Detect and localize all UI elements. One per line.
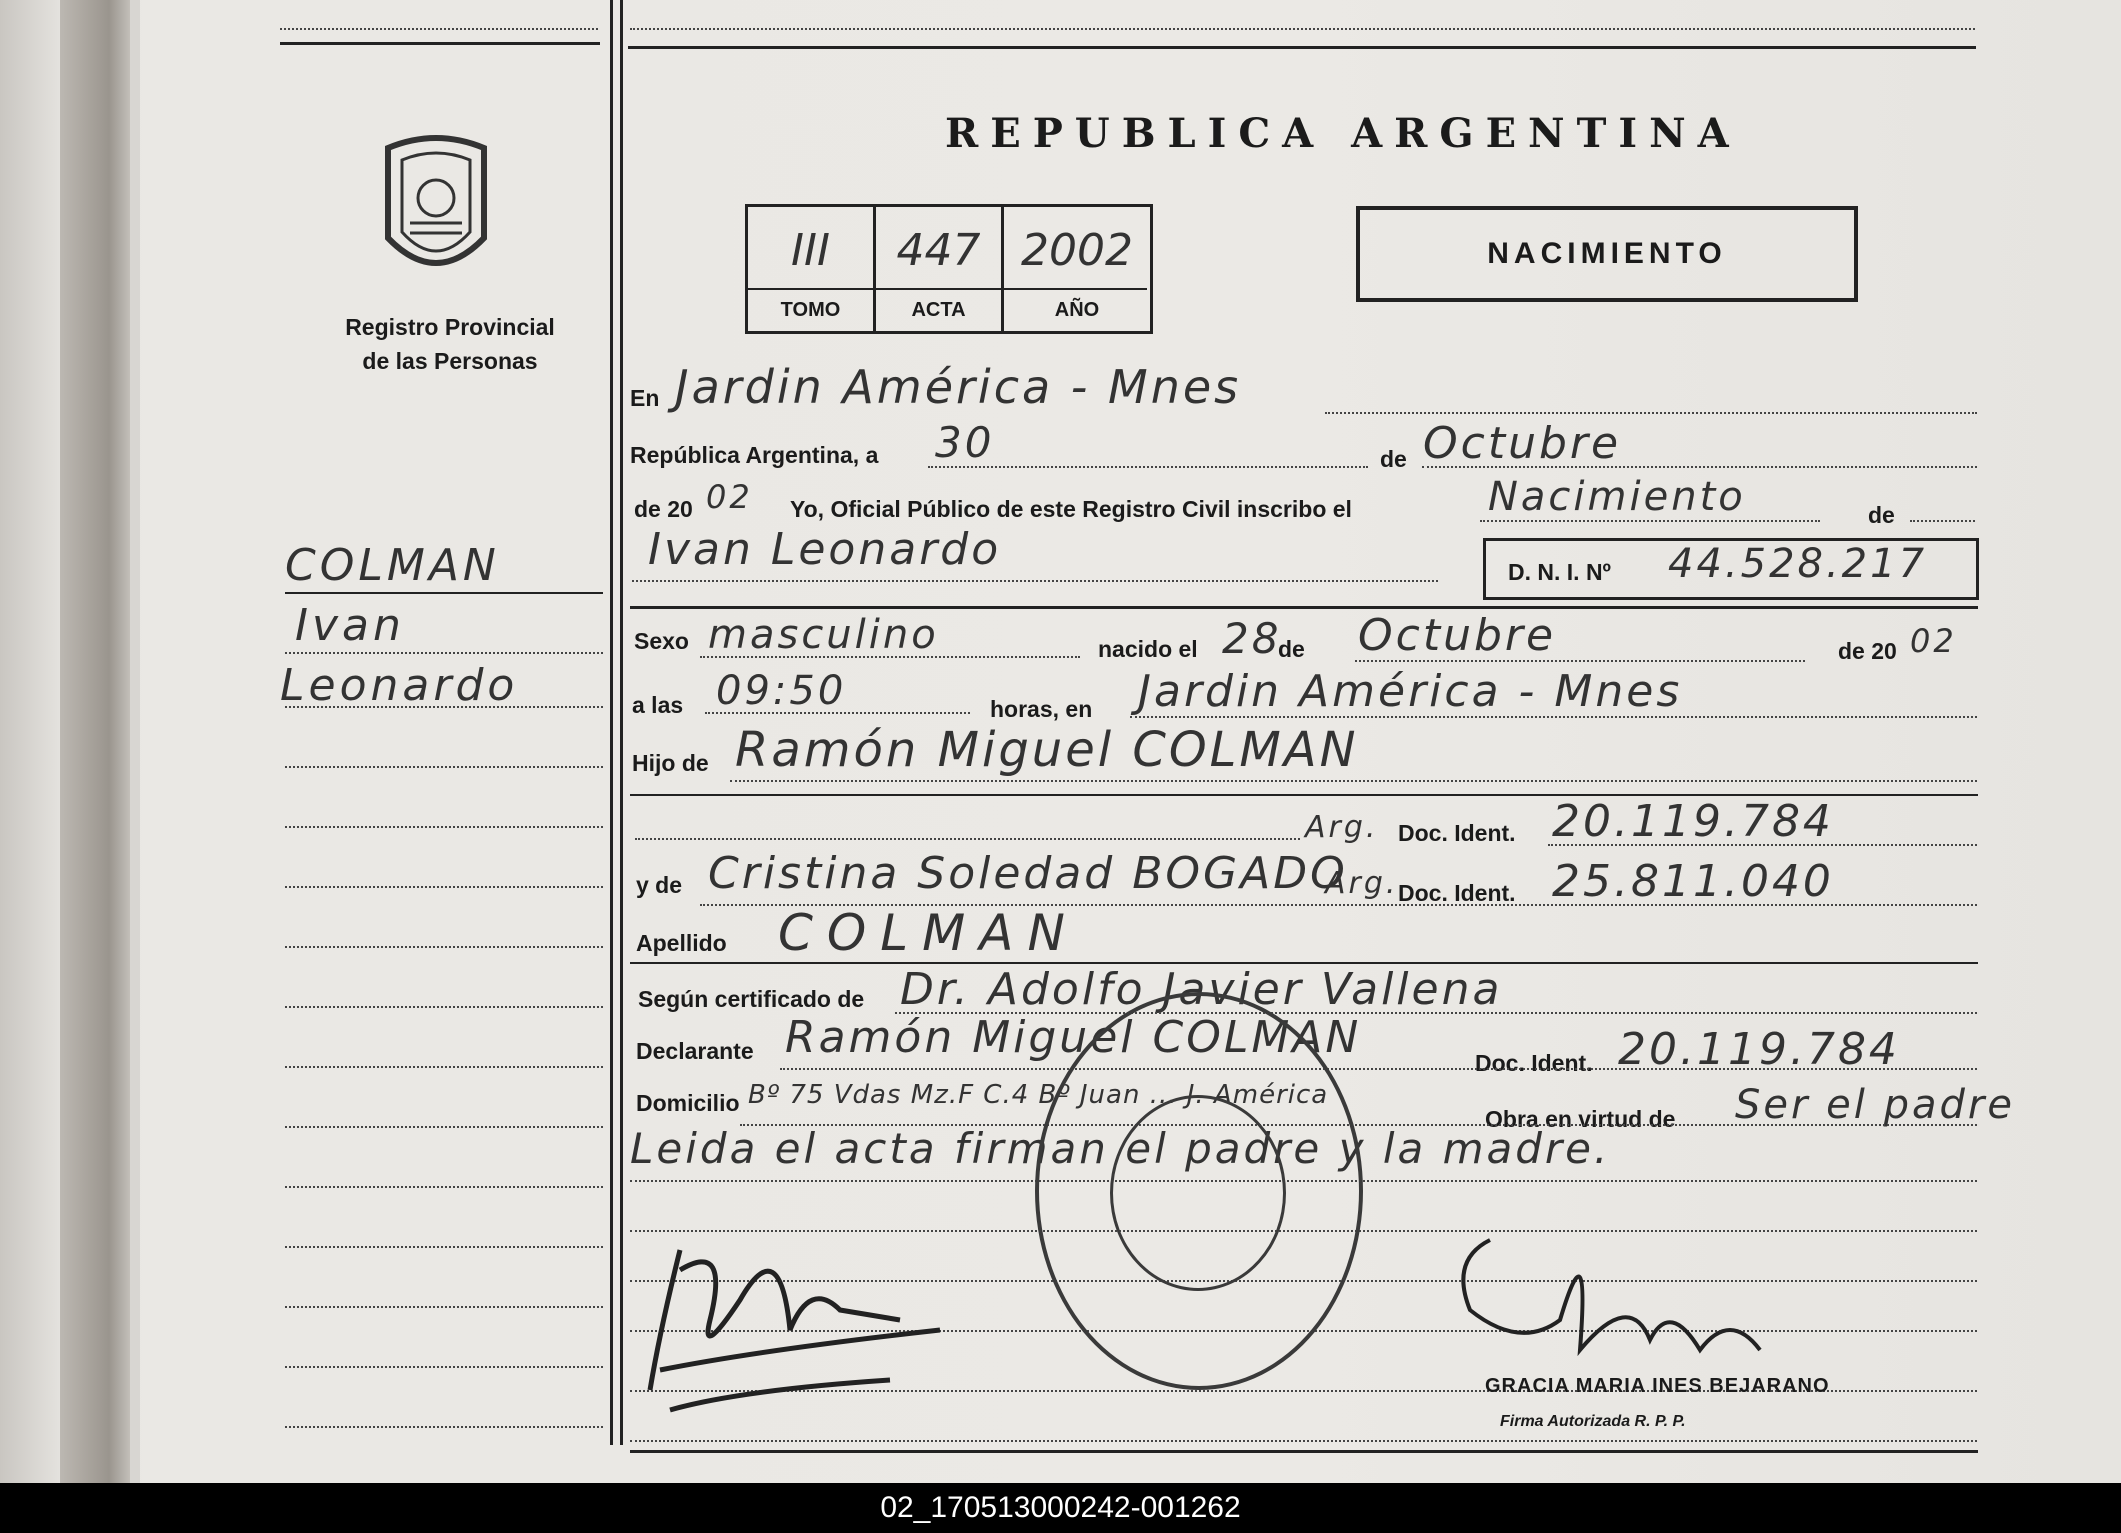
- person-name-line: [632, 580, 1438, 582]
- organization-line2: de las Personas: [362, 348, 538, 374]
- declarante-value: Ramón Miguel COLMAN: [785, 1012, 1362, 1063]
- section-rule: [630, 606, 1978, 609]
- person-name: Ivan Leonardo: [648, 524, 1002, 575]
- tomo-value: III: [791, 225, 830, 276]
- nacido-label: nacido el: [1098, 636, 1198, 662]
- month-line: [1422, 466, 1977, 468]
- ano-cell: [1004, 207, 1150, 331]
- place-line: [1325, 412, 1977, 414]
- registry-box: [745, 204, 1153, 334]
- margin-line: [285, 946, 603, 948]
- registrar-signature-icon: [1430, 1200, 1810, 1380]
- margin-line: [285, 1366, 603, 1368]
- horas-label: horas, en: [990, 696, 1093, 722]
- margin-line: [285, 766, 603, 768]
- country-title: REPUBLICA ARGENTINA: [945, 110, 1741, 157]
- hijo-label: Hijo de: [632, 750, 709, 776]
- obra-label: Obra en virtud de: [1485, 1106, 1676, 1132]
- tomo-label: TOMO: [780, 299, 841, 321]
- de20-label-2: de 20: [1838, 638, 1897, 664]
- margin-name-1: Ivan: [295, 600, 405, 651]
- inscribo-value: Nacimiento: [1488, 474, 1746, 520]
- republica-label: República Argentina, a: [630, 442, 879, 468]
- margin-line: [285, 1126, 603, 1128]
- note-line: Leida el acta firman el padre y la madre.: [630, 1124, 1611, 1173]
- tomo-cell: [748, 207, 876, 331]
- registry-divider: [745, 288, 1147, 290]
- inscribo-label: Yo, Oficial Público de este Registro Civil inscribo el: [790, 496, 1352, 522]
- father-doc-line: [1548, 844, 1977, 846]
- margin-line: [285, 1426, 603, 1428]
- day-line: [928, 466, 1368, 468]
- de-label-2: de: [1868, 502, 1895, 528]
- margin-line: [285, 706, 603, 708]
- day-value: 30: [935, 418, 995, 467]
- dni-value: 44.528.217: [1668, 541, 1928, 587]
- place-value: Jardin América - Mnes: [675, 360, 1242, 414]
- obra-value: Ser el padre: [1735, 1082, 2015, 1128]
- declarante-label: Declarante: [636, 1038, 754, 1064]
- birth-day: 28: [1222, 614, 1282, 663]
- en-label: En: [630, 385, 660, 411]
- sexo-line: [700, 656, 1080, 658]
- margin-line: [285, 826, 603, 828]
- margin-line: [285, 1306, 603, 1308]
- organization-line1: Registro Provincial: [345, 314, 555, 340]
- ano-value: 2002: [1021, 225, 1133, 276]
- certificate-value: Dr. Adolfo Javier Vallena: [900, 964, 1503, 1015]
- margin-line: [285, 1066, 603, 1068]
- father-doc: 20.119.784: [1552, 796, 1834, 847]
- alas-label: a las: [632, 692, 684, 718]
- column-divider-inner: [620, 0, 623, 1445]
- book-spine: [60, 0, 130, 1483]
- provincial-seal-icon: [368, 128, 504, 288]
- left-column-top-rule: [280, 42, 600, 45]
- de20-label: de 20: [634, 496, 693, 522]
- father-name: Ramón Miguel COLMAN: [735, 722, 1359, 778]
- birth-month-line: [1355, 660, 1805, 662]
- declarante-line: [780, 1068, 1977, 1070]
- father-nationality: Arg.: [1305, 810, 1379, 845]
- image-caption: 02_170513000242-001262: [0, 1483, 2121, 1533]
- father-extra-line: [635, 838, 1300, 840]
- registrar-role: Firma Autorizada R. P. P.: [1500, 1413, 1686, 1430]
- domicilio-label: Domicilio: [636, 1090, 740, 1116]
- segun-label: Según certificado de: [638, 986, 865, 1012]
- de-label: de: [1380, 446, 1407, 472]
- mother-name: Cristina Soledad BOGADO: [708, 848, 1348, 899]
- column-divider: [610, 0, 613, 1445]
- dni-label: D. N. I. Nº: [1508, 559, 1611, 585]
- de-label-3: de: [1278, 636, 1305, 662]
- margin-line: [285, 1246, 603, 1248]
- inscribo-line: [1480, 520, 1820, 522]
- margin-rule: [285, 592, 603, 594]
- doc-label-3: Doc. Ident.: [1475, 1050, 1593, 1076]
- month-value: Octubre: [1423, 418, 1622, 469]
- declarante-doc: 20.119.784: [1618, 1024, 1900, 1075]
- mother-nationality: Arg.: [1325, 866, 1399, 901]
- margin-surname: COLMAN: [285, 540, 500, 591]
- sexo-value: masculino: [708, 612, 939, 658]
- top-dotted-line: [280, 28, 598, 30]
- acta-label: ACTA: [911, 299, 966, 321]
- apellido-value: COLMAN: [778, 904, 1079, 962]
- margin-line: [285, 1006, 603, 1008]
- organization-name: [300, 310, 600, 378]
- birth-place: Jardin América - Mnes: [1138, 666, 1683, 717]
- domicilio-value: Bº 75 Vdas Mz.F C.4 Bº Juan ... J. América: [748, 1080, 1329, 1110]
- acta-cell: [876, 207, 1004, 331]
- apellido-label: Apellido: [636, 930, 727, 956]
- de-line: [1910, 520, 1975, 522]
- doc-label-2: Doc. Ident.: [1398, 880, 1516, 906]
- ano-label: AÑO: [1054, 299, 1100, 321]
- official-stamp-inner: [1110, 1095, 1286, 1291]
- acta-value: 447: [896, 225, 981, 276]
- birth-month: Octubre: [1358, 610, 1557, 661]
- declarant-signature-icon: [640, 1210, 960, 1430]
- act-type-box: NACIMIENTO: [1356, 206, 1858, 302]
- time-value: 09:50: [716, 668, 847, 714]
- doc-label: Doc. Ident.: [1398, 820, 1516, 846]
- dni-box: [1483, 538, 1979, 600]
- birth-year-suffix: 02: [1910, 622, 1957, 660]
- mother-doc: 25.811.040: [1552, 856, 1834, 907]
- sexo-label: Sexo: [634, 628, 689, 654]
- margin-line: [285, 1186, 603, 1188]
- time-line: [705, 712, 970, 714]
- margin-name-2: Leonardo: [280, 660, 519, 711]
- birth-place-line: [1130, 716, 1977, 718]
- year-suffix: 02: [706, 478, 753, 516]
- main-top-rule: [628, 46, 1976, 49]
- registrar-name: GRACIA MARIA INES BEJARANO: [1485, 1375, 1830, 1397]
- margin-line: [285, 652, 603, 654]
- margin-line: [285, 886, 603, 888]
- father-line: [730, 780, 1977, 782]
- book-spine-edge: [130, 0, 140, 1483]
- note-rule: [630, 1440, 1977, 1442]
- yde-label: y de: [636, 872, 683, 898]
- main-bottom-rule: [630, 1450, 1978, 1453]
- top-dotted-line: [630, 28, 1975, 30]
